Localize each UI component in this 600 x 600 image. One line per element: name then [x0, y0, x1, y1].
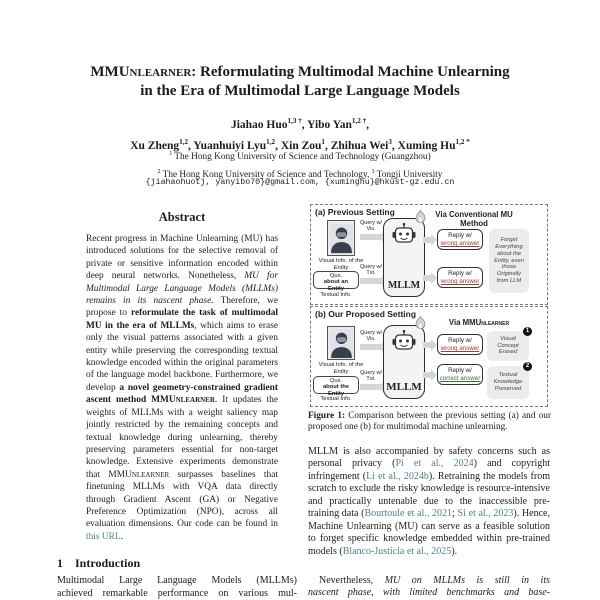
- query-vis-label: Query w/ Vis.: [359, 220, 382, 233]
- textual-knowledge-preserved-text: Textual Knowledge Preserved: [493, 372, 523, 392]
- nevertheless-line-2: nascent phase, with limited benchmarks and base-: [308, 587, 550, 599]
- flame-icon: [414, 316, 427, 331]
- affiliation-line-1: $^1$ The Hong Kong University of Science and Technology (Guangzhou): [169, 151, 431, 163]
- paragraph-safety-concerns: MLLM is also accompanied by safety concerns such as personal privacy (Pi et al., 2024) and copyright infringement (Li et al., 2024b). Retraining the models from scratch to exclude the risky knowledge is resource-intensive and practically untenable due to the inaccessible pre-training data (Bourtoule et al., 2021; Si et al., 2023). Hence, Machine Unlearning (MU) can serve as a feasible solution to forget specific knowledge embedded within pre-trained models (Blanco-Justicia et al., 2025).: [308, 446, 550, 557]
- reply-arrow-icon: [423, 342, 431, 348]
- right-arrow-icon: [360, 344, 382, 350]
- reply-box-wrong-2: Reply w/ wrong answer: [437, 267, 483, 288]
- panel-b: [310, 306, 548, 407]
- citation-link[interactable]: Li et al., 2024b: [366, 470, 429, 482]
- query-vis-arrow: [357, 220, 385, 240]
- section-number: 1: [57, 556, 63, 570]
- mllm-label: MLLM: [386, 381, 422, 393]
- via-mmunlearner-heading: Via MMUnlearner: [448, 318, 510, 327]
- entity-photo-icon: [327, 326, 355, 360]
- intro-line-1: Multimodal Large Language Models (MLLMs): [57, 575, 297, 586]
- note-badge-2: 2: [523, 362, 532, 371]
- section-title: Introduction: [75, 556, 141, 570]
- abstract-body: Recent progress in Machine Unlearning (MU) has introduced solutions for the selective removal of private or sensitive information encoded within deep neural networks. Nonetheless, MU for Multimodal Large Language Models (MLLMs) remains in its nascent phase. Therefore, we propose to reformulate the task of multimodal MU in the era of MLLMs, which aims to erase only the visual patterns associated with a given entity while preserving the corresponding textual knowledge encoded within the original parameters of the language model backbone. Furthermore, we develop a novel geometry-constrained gradient ascent method MMUnlearner. It updates the weights of MLLMs with a weight saliency map jointly restricted by the remaining concepts and textual knowledge during unlearning, thereby preserving parameters essential for non-target knowledge. Extensive experiments demonstrate that MMUnlearner surpasses baselines that finetuning MLLMs with VQA data directly through Gradient Ascent (GA) or Negative Preference Optimization (NPO), across all evaluation dimensions. Our code can be found in this URL.: [86, 234, 279, 542]
- textual-info-label: Textual Info.: [320, 292, 352, 298]
- citation-link[interactable]: Pi et al., 2024: [395, 458, 474, 470]
- reply-box-correct: Reply w/ correct answer: [437, 364, 483, 385]
- visual-info-label: Visual Info. of the Entity: [318, 258, 364, 271]
- reply-arrow-icon: [423, 275, 431, 281]
- author-emails: {jiahaohuotj, yanyibo70}@gmail.com, {xuminghu}@hkust-gz.edu.cn: [145, 178, 455, 187]
- query-txt-label: Query w/ Txt.: [359, 264, 382, 277]
- paper-title-line1: MMUnlearner: Reformulating Multimodal Machine Unlearning: [90, 64, 510, 80]
- authors-line-2: Xu Zheng$^{1,2}$, Yuanhuiyi Lyu$^{1,2}$, Xin Zou$^1$, Zhihua Wei$^3$, Xuming $Hu^{1,2 *}$: [130, 138, 470, 153]
- robot-icon: [391, 329, 417, 355]
- question-bubble: Qus. about the Entity: [313, 376, 359, 394]
- textual-info-label: Textual Info.: [320, 396, 352, 402]
- intro-line-2: achieved remarkable performance on various mul-: [57, 587, 297, 599]
- mllm-box: [383, 325, 425, 399]
- authors-line-1: Jiahao Huo$^{1,3 \dagger}$, Yibo Yan$^{1,2 \dagger}$,: [230, 117, 370, 131]
- note-badge-1: 1: [523, 327, 532, 336]
- abstract-heading: Abstract: [158, 210, 206, 224]
- person-silhouette-icon: [330, 329, 353, 358]
- paragraph-nevertheless: [308, 575, 550, 600]
- panel-b-label: (b) Our Proposed Setting: [315, 309, 417, 319]
- reply-box-wrong-1: Reply w/ wrong answer: [437, 229, 483, 250]
- visual-concept-erased-note: [487, 328, 530, 361]
- visual-concept-erased-text: Visual Concept Erased: [497, 335, 519, 356]
- nevertheless-line-1: Nevertheless, MU on MLLMs is still in its: [319, 575, 550, 586]
- figure-1: [310, 204, 550, 408]
- robot-icon: [391, 222, 417, 248]
- textual-knowledge-preserved-note: [487, 363, 530, 399]
- citation-link[interactable]: Blanco-Justicia et al., 2025: [342, 545, 452, 557]
- query-txt-arrow: [357, 370, 385, 390]
- reply-arrow-icon: [423, 372, 431, 378]
- right-arrow-icon: [360, 234, 382, 240]
- entity-photo-icon: [327, 220, 355, 256]
- reply-arrow-icon: [423, 237, 431, 243]
- mllm-label: MLLM: [387, 280, 421, 291]
- affiliation-line-2: $^2$ The Hong Kong University of Science and Technology, $^3$ Tongji University: [157, 169, 443, 181]
- code-url-link[interactable]: this URL: [86, 531, 121, 542]
- right-arrow-icon: [360, 278, 382, 284]
- query-vis-label: Query w/ Vis.: [359, 330, 382, 343]
- panel-a: [310, 204, 548, 305]
- citation-link[interactable]: Bourtoule et al., 2021: [364, 508, 453, 520]
- paper-title-line2: in the Era of Multimodal Large Language Models: [140, 82, 460, 99]
- question-bubble: Qus. about an Entity: [313, 271, 359, 289]
- paper-title: [40, 63, 560, 100]
- reply-box-wrong: Reply w/ wrong answer: [437, 334, 483, 355]
- mllm-box: [383, 218, 425, 297]
- introduction-heading: [57, 556, 140, 571]
- query-txt-label: Query w/ Txt.: [359, 370, 382, 383]
- person-silhouette-icon: [330, 223, 353, 254]
- right-arrow-icon: [360, 384, 382, 390]
- query-txt-arrow: [357, 264, 385, 284]
- introduction-body: [57, 575, 297, 600]
- visual-info-label: Visual Info. of the Entity: [318, 362, 364, 375]
- forget-everything-note: Forget Everything about the Entity, even those Originally from LLM: [489, 229, 529, 293]
- figure-caption: Figure 1: Comparison between the previous setting (a) and our proposed one (b) for multimodal machine unlearning.: [308, 411, 551, 433]
- citation-link[interactable]: Si et al., 2023: [457, 508, 514, 520]
- panel-a-label: (a) Previous Setting: [315, 207, 395, 217]
- query-vis-arrow: [357, 330, 385, 350]
- via-conventional-heading: Via Conventional MU Method: [435, 210, 513, 228]
- flame-icon: [414, 210, 427, 225]
